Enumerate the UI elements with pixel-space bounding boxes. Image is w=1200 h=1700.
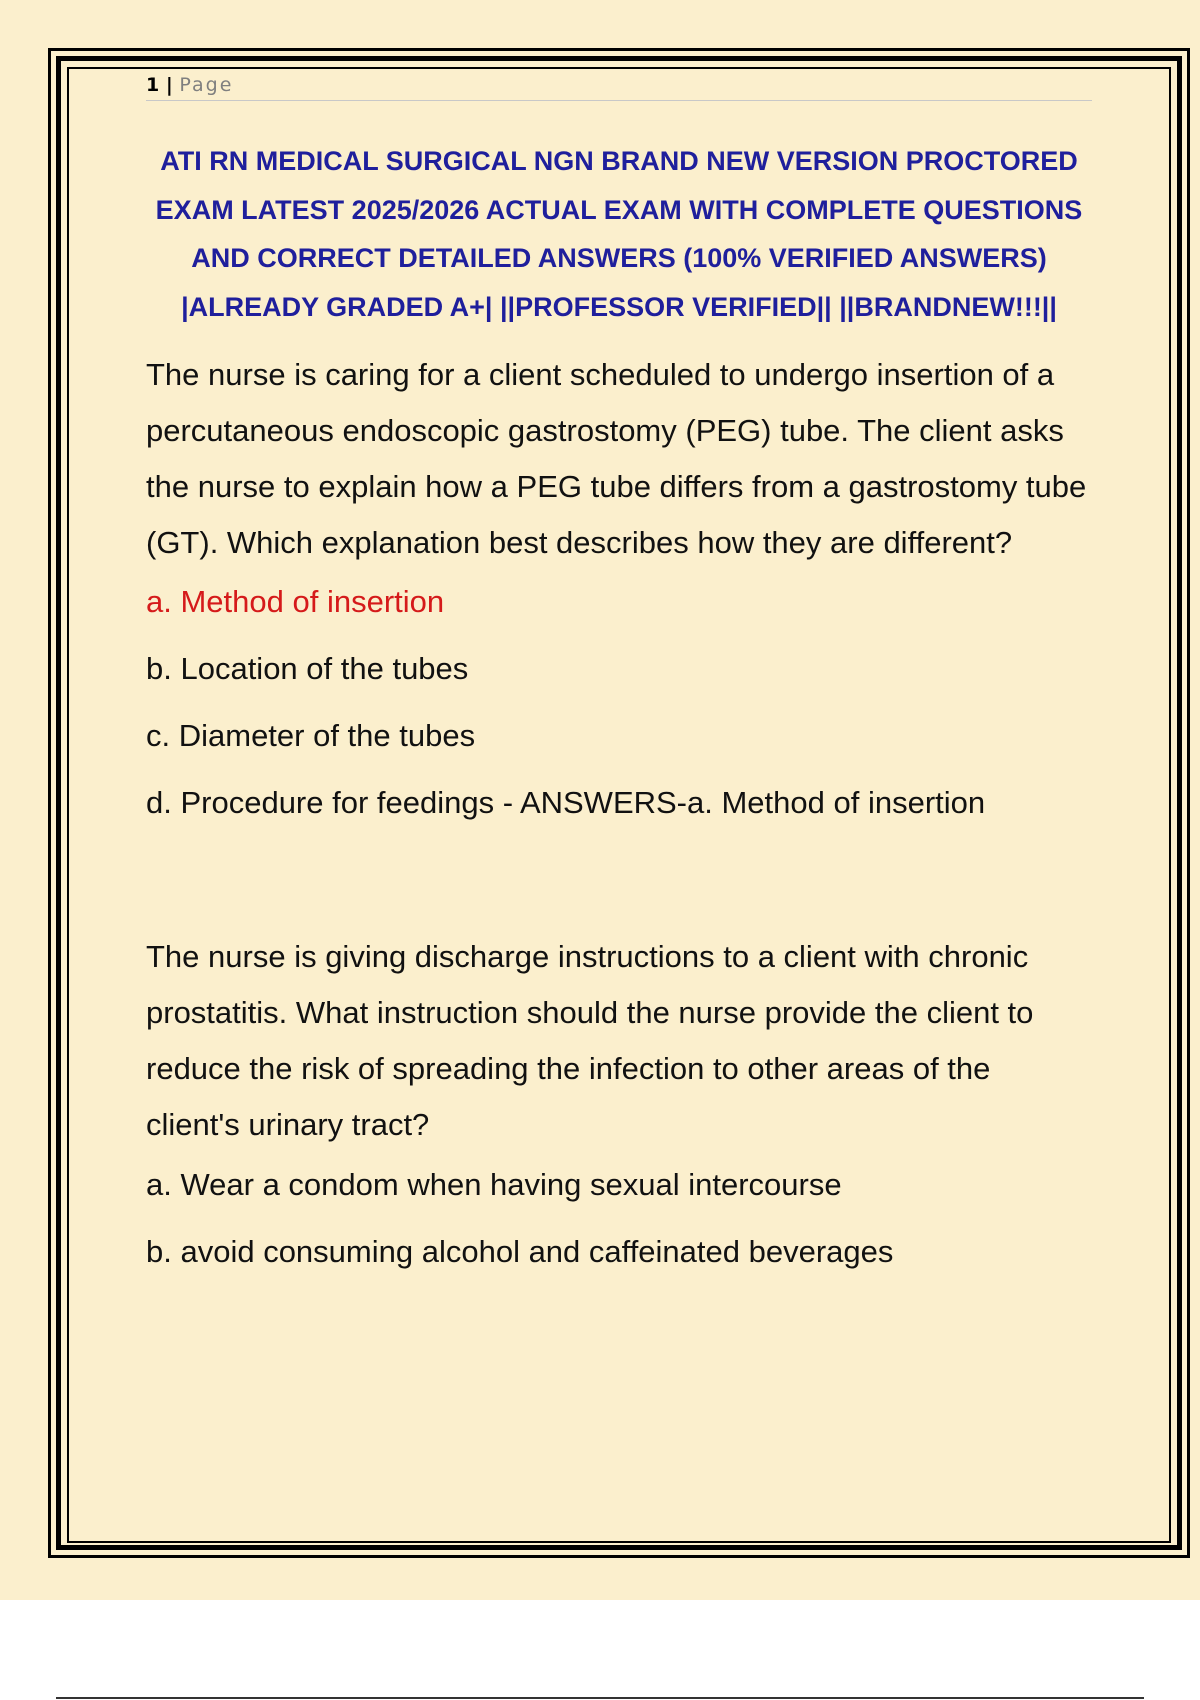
question-2-text: The nurse is giving discharge instructions to a client with chronic prostatitis. What instruction should the nurse provide the client to reduce the risk of spreading the infection to other areas of the client's urinary tract? (146, 939, 1034, 1142)
page-number: 1 (146, 74, 160, 96)
question-2-option-b: b. avoid consuming alcohol and caffeinated beverages (146, 1234, 894, 1269)
question-1-option-d: d. Procedure for feedings - ANSWERS-a. Method of insertion (146, 785, 986, 820)
question-2-option-a: a. Wear a condom when having sexual intercourse (146, 1167, 842, 1202)
question-1-option-b: b. Location of the tubes (146, 651, 469, 686)
page-header (146, 70, 1092, 101)
question-1-option-c: c. Diameter of the tubes (146, 718, 476, 753)
next-page-divider (56, 1697, 1144, 1699)
document-title: ATI RN MEDICAL SURGICAL NGN BRAND NEW VERSION PROCTORED EXAM LATEST 2025/2026 ACTUAL EXAM WITH COMPLETE QUESTIONS AND CORRECT DETAILED ANSWERS (100% VERIFIED ANSWERS) |ALREADY GRADED A+| ||PROFESSOR VERIFIED|| ||BRANDNEW!!!|| (155, 146, 1083, 322)
question-1-text: The nurse is caring for a client scheduled to undergo insertion of a percutaneous endoscopic gastrostomy (PEG) tube. The client asks the nurse to explain how a PEG tube differs from a gastrostomy tube (GT). Which explanation best describes how they are different? (146, 357, 1087, 560)
page-label: Page (179, 74, 234, 96)
page-content (146, 70, 1092, 1272)
question-1-option-a: a. Method of insertion (146, 584, 445, 619)
page-separator: | (159, 74, 180, 96)
